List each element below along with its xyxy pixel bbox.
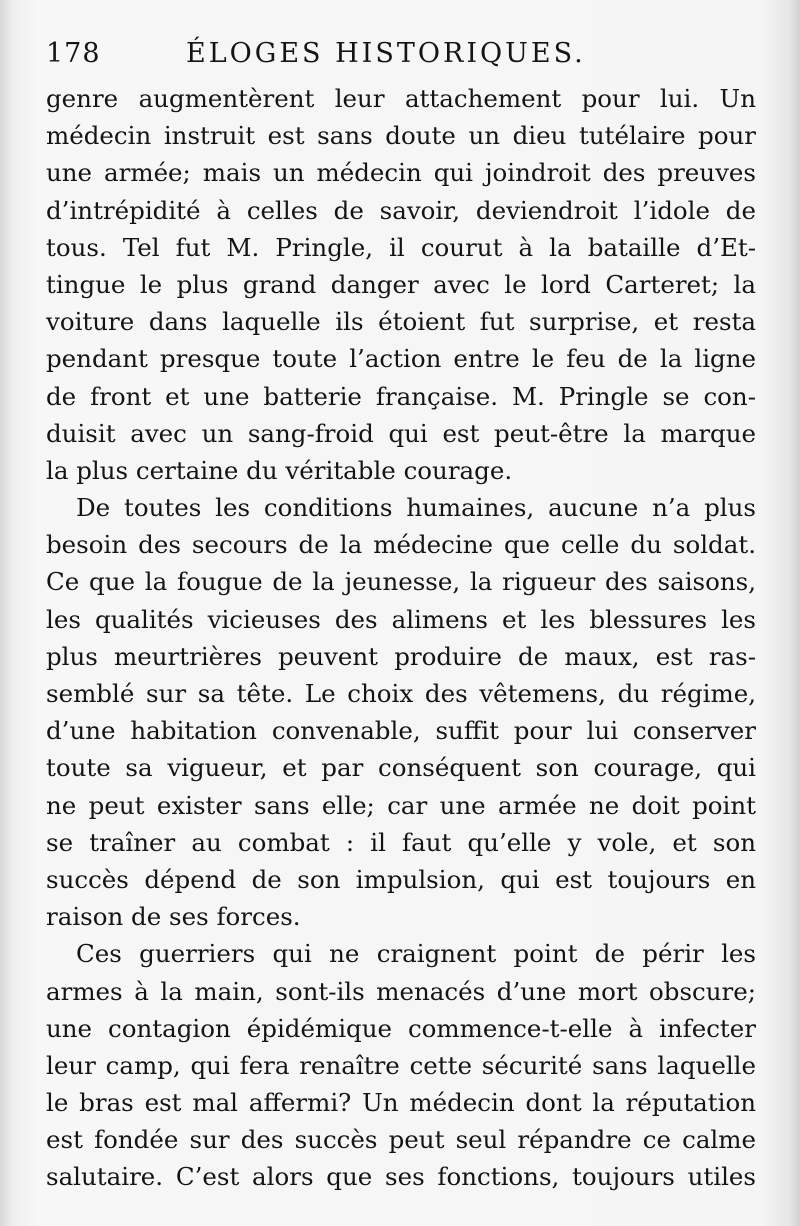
- running-title: ÉLOGES HISTORIQUES.: [186, 38, 586, 69]
- text-line: de front et une batterie française. M. Pringle se con-: [46, 381, 756, 411]
- text-line: plus meurtrières peuvent produire de maux, est ras-: [46, 641, 756, 671]
- page-header: [46, 38, 760, 78]
- text-line: duisit avec un sang-froid qui est peut-être la marque: [46, 418, 756, 448]
- text-line: leur camp, qui fera renaître cette sécurité sans laquelle: [46, 1050, 756, 1080]
- text-line: les qualités vicieuses des alimens et les blessures les: [46, 604, 756, 634]
- text-line: genre augmentèrent leur attachement pour lui. Un: [46, 84, 756, 113]
- text-line: tingue le plus grand danger avec le lord Carteret; la: [46, 269, 756, 299]
- text-line: le bras est mal affermi? Un médecin dont la réputation: [46, 1088, 756, 1118]
- text-line: la plus certaine du véritable courage.: [46, 455, 513, 485]
- text-line: Ce que la fougue de la jeunesse, la rigueur des saisons,: [46, 567, 756, 597]
- text-line: toute sa vigueur, et par conséquent son courage, qui: [46, 753, 756, 783]
- text-line: d’intrépidité à celles de savoir, deviendroit l’idole de: [46, 195, 756, 225]
- text-line: pendant presque toute l’action entre le feu de la ligne: [46, 344, 756, 374]
- text-line: médecin instruit est sans doute un dieu tutélaire pour: [46, 121, 756, 151]
- text-line: une armée; mais un médecin qui joindroit des preuves: [46, 158, 756, 188]
- text-line: une contagion épidémique commence-t-elle à infecter: [46, 1013, 756, 1043]
- text-line: voiture dans laquelle ils étoient fut surprise, et resta: [46, 307, 756, 337]
- text-line: d’une habitation convenable, suffit pour lui conserver: [46, 716, 756, 746]
- text-line: se traîner au combat : il faut qu’elle y vole, et son: [46, 827, 756, 857]
- body-text: [46, 80, 756, 1196]
- text-line: semblé sur sa tête. Le choix des vêtemens, du régime,: [46, 679, 756, 708]
- paragraph-first-line: Ces guerriers qui ne craignent point de périr les: [76, 939, 756, 969]
- text-line: tous. Tel fut M. Pringle, il courut à la bataille d’Et-: [46, 232, 756, 262]
- text-line: est fondée sur des succès peut seul répandre ce calme: [46, 1125, 756, 1155]
- text-line: ne peut exister sans elle; car une armée ne doit point: [46, 790, 756, 820]
- text-line: raison de ses forces.: [46, 902, 301, 932]
- text-line: succès dépend de son impulsion, qui est toujours en: [46, 864, 756, 894]
- paragraph-first-line: De toutes les conditions humaines, aucune n’a plus: [76, 493, 756, 523]
- text-line: salutaire. C’est alors que ses fonctions, toujours utiles: [46, 1162, 756, 1192]
- page-number: 178: [46, 38, 101, 69]
- text-line: armes à la main, sont-ils menacés d’une mort obscure;: [46, 976, 756, 1006]
- text-line: besoin des secours de la médecine que celle du soldat.: [46, 530, 756, 560]
